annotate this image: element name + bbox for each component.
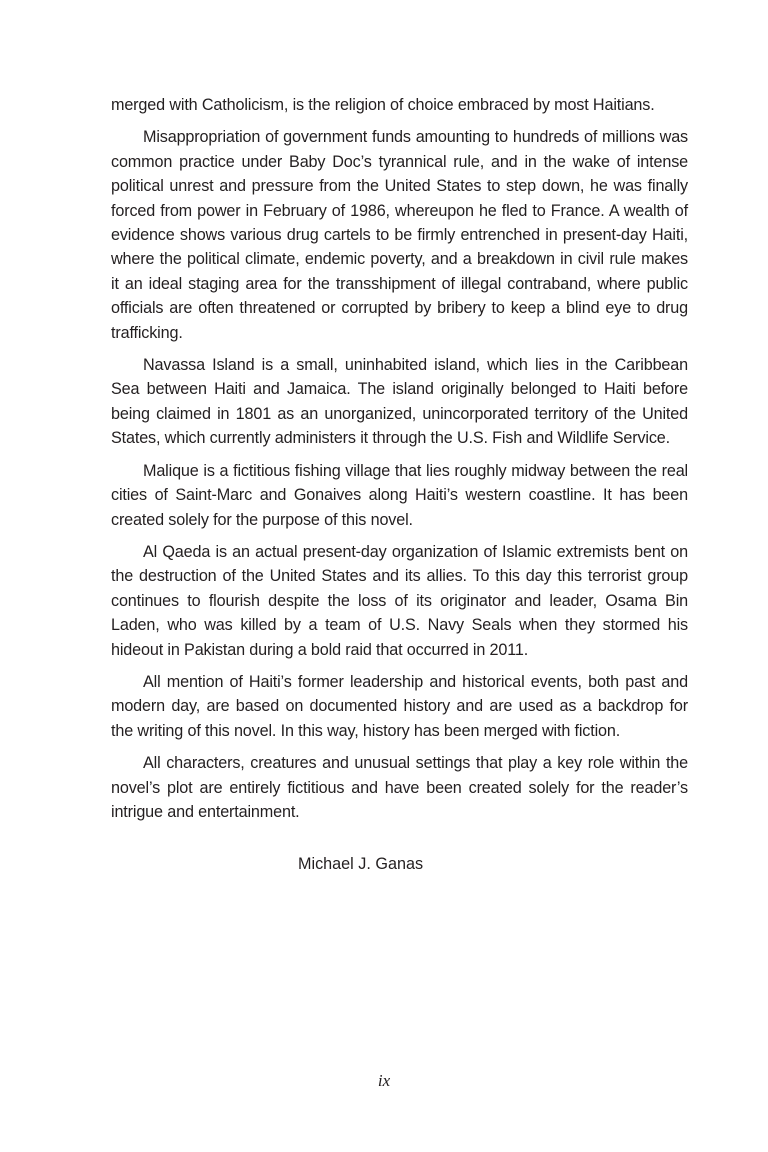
author-signature: Michael J. Ganas (298, 855, 424, 874)
page-number: ix (377, 1071, 391, 1090)
paragraph-history: All mention of Haiti’s former leadership and historical events, both past and modern day, are based on documented history and are used as a backdrop for the writing of this novel. In this way, history has been merged with fiction. (111, 672, 688, 740)
paragraph-characters: All characters, creatures and unusual settings that play a key role within the novel’s plot are entirely fictitious and have been created solely for the reader’s intrigue and entertainment. (111, 754, 688, 821)
paragraph-navassa-island: Navassa Island is a small, uninhabited island, which lies in the Caribbean Sea between Haiti and Jamaica. The island originally belonged to Haiti before being claimed in 1801 as an unorganized, unincorporated territory of the United States, which currently administers it through the U.S. Fish and Wildlife Service. (111, 356, 688, 448)
page-body (111, 93, 688, 877)
paragraph-continuation: merged with Catholicism, is the religion of choice embraced by most Haitians. (111, 96, 655, 114)
paragraph-malique: Malique is a fictitious fishing village that lies roughly midway between the real cities of Saint-Marc and Gonaives along Haiti’s western coastline. It has been created solely for the purpose of this novel. (111, 461, 688, 529)
paragraph-al-qaeda: Al Qaeda is an actual present-day organization of Islamic extremists bent on the destruction of the United States and its allies. To this day this terrorist group continues to flourish despite the loss of its originator and leader, Osama Bin Laden, who was killed by a team of U.S. Navy Seals when they stormed his hideout in Pakistan during a bold raid that occurred in 2011. (111, 542, 688, 659)
paragraph-misappropriation: Misappropriation of government funds amounting to hundreds of millions was common practice under Baby Doc’s tyrannical rule, and in the wake of intense political unrest and pressure from the United States to step down, he was finally forced from power in February of 1986, whereupon he fled to France. A wealth of evidence shows various drug cartels to be firmly entrenched in present-day Haiti, where the political climate, endemic poverty, and a breakdown in civil rule makes it an ideal staging area for the transshipment of illegal contraband, where public officials are often threatened or corrupted by bribery to keep a blind eye to drug trafficking. (111, 128, 688, 342)
